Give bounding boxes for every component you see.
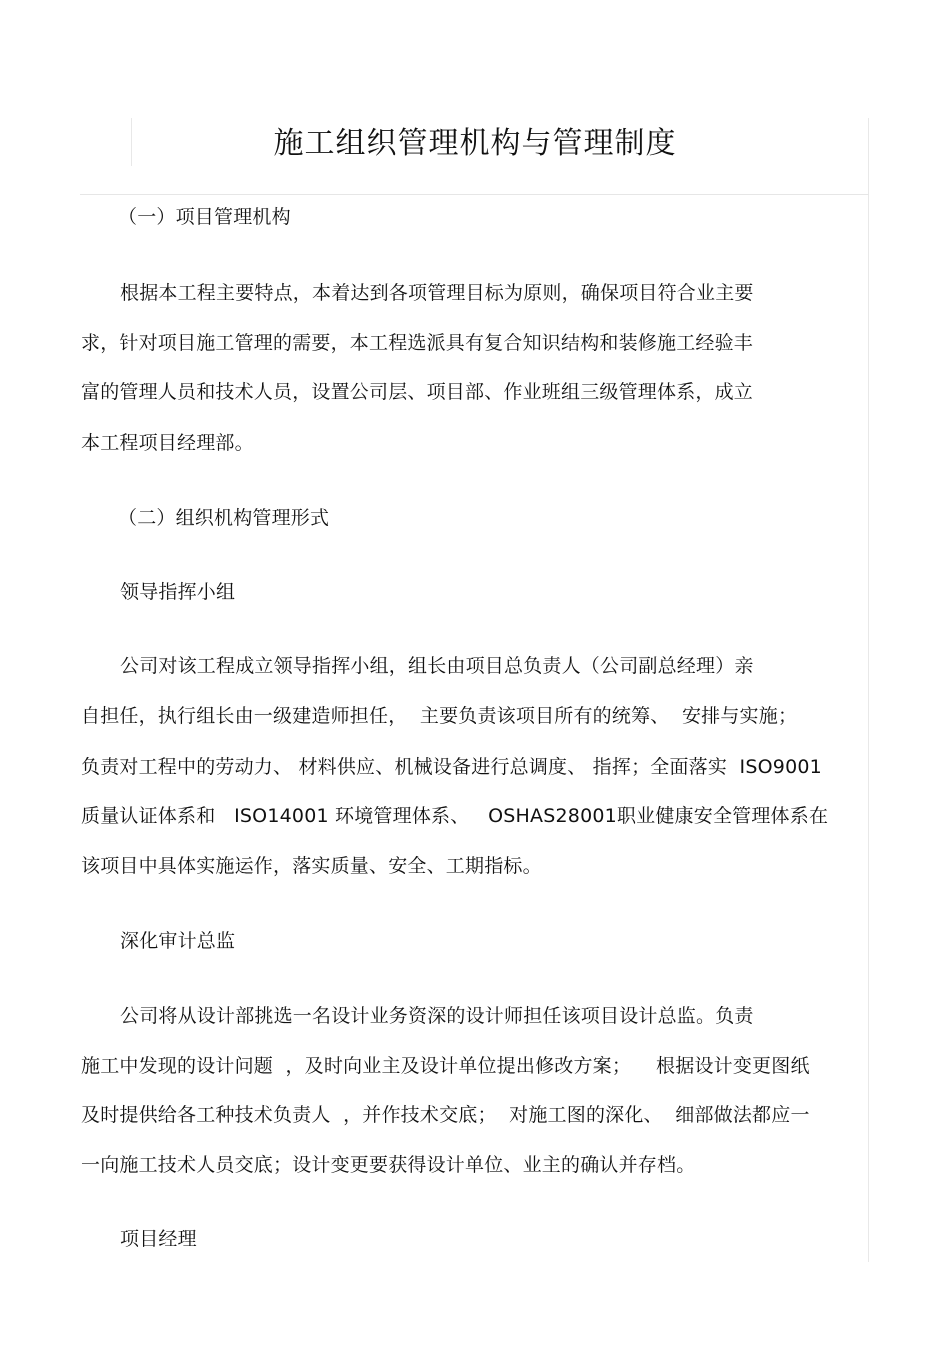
paragraph-line: 该项目中具体实施运作，落实质量、安全、工期指标。 bbox=[81, 855, 542, 877]
paragraph-line: 根据本工程主要特点，本着达到各项管理目标为原则，确保项目符合业主要 bbox=[120, 282, 754, 304]
title-divider bbox=[80, 194, 869, 195]
paragraph-line: 求，针对项目施工管理的需要，本工程选派具有复合知识结构和装修施工经验丰 bbox=[81, 332, 754, 354]
document-title: 施工组织管理机构与管理制度 bbox=[273, 126, 677, 161]
subheading-project-manager: 项目经理 bbox=[120, 1228, 197, 1250]
section-heading-2: （二）组织机构管理形式 bbox=[118, 507, 330, 529]
paragraph-line: 本工程项目经理部。 bbox=[81, 432, 254, 454]
paragraph-line: 及时提供给各工种技术负责人 ，并作技术交底； 对施工图的深化、 细部做法都应一 bbox=[81, 1104, 810, 1126]
paragraph-line: 负责对工程中的劳动力、 材料供应、机械设备进行总调度、 指挥；全面落实 ISO9001 bbox=[81, 756, 822, 778]
paragraph-line: 施工中发现的设计问题 ，及时向业主及设计单位提出修改方案； 根据设计变更图纸 bbox=[81, 1055, 810, 1077]
paragraph-line: 富的管理人员和技术人员，设置公司层、项目部、作业班组三级管理体系，成立 bbox=[81, 381, 754, 403]
subheading-leadership: 领导指挥小组 bbox=[120, 581, 236, 603]
section-heading-1: （一）项目管理机构 bbox=[118, 206, 291, 228]
subheading-design: 深化审计总监 bbox=[120, 930, 236, 952]
paragraph-line: 自担任，执行组长由一级建造师担任， 主要负责该项目所有的统筹、 安排与实施； bbox=[81, 705, 798, 727]
page-border-right bbox=[868, 118, 869, 1262]
paragraph-line: 公司将从设计部挑选一名设计业务资深的设计师担任该项目设计总监。负责 bbox=[120, 1005, 754, 1027]
paragraph-line: 一向施工技术人员交底；设计变更要获得设计单位、业主的确认并存档。 bbox=[81, 1154, 696, 1176]
paragraph-line: 质量认证体系和 ISO14001 环境管理体系、 OSHAS28001职业健康安全管理体系在 bbox=[81, 805, 829, 827]
paragraph-line: 公司对该工程成立领导指挥小组，组长由项目总负责人（公司副总经理）亲 bbox=[120, 655, 754, 677]
